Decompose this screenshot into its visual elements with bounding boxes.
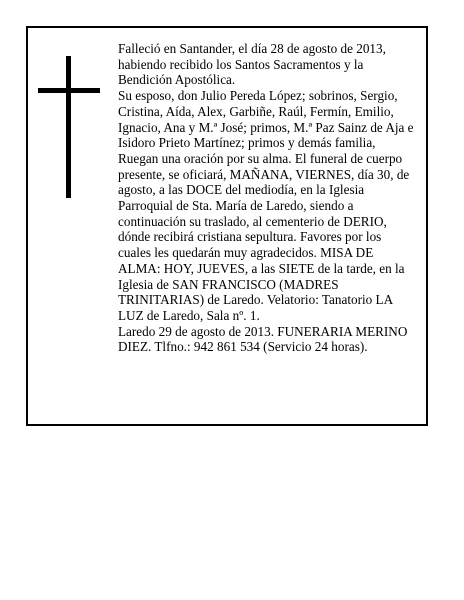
notice-intro: Falleció en Santander, el día 28 de agosto de 2013, habiendo recibido los Santos Sacramentos y la Bendición Apostólica. — [118, 41, 386, 88]
cross-horizontal-bar — [38, 88, 100, 93]
notice-footer: Laredo 29 de agosto de 2013. FUNERARIA MERINO DIEZ. Tlfno.: 942 861 534 (Servicio 24 horas). — [118, 323, 408, 355]
notice-body — [118, 41, 416, 355]
obituary-notice — [26, 26, 428, 426]
cross-vertical-bar — [66, 56, 71, 198]
cross-icon — [38, 56, 100, 198]
notice-family-and-services: Su esposo, don Julio Pereda López; sobrinos, Sergio, Cristina, Aída, Alex, Garbiñe, Raúl, Fermín, Emilio, Ignacio, Ana y M.ª José; primos, M.ª Paz Sainz de Aja e Isidoro Prieto Martínez; primos y demás familia, Ruegan una oración por su alma. El funeral de cuerpo presente, se oficiará, MAÑANA, VIERNES, día 30, de agosto, a las DOCE del mediodía, en la Iglesia Parroquial de Sta. María de Laredo, siendo a continuación su traslado, al cementerio de DERIO, dónde recibirá cristiana sepultura. Favores por los cuales les quedarán muy agradecidos. MISA DE ALMA: HOY, JUEVES, a las SIETE de la tarde, en la Iglesia de SAN FRANCISCO (MADRES TRINITARIAS) de Laredo. Velatorio: Tanatorio LA LUZ de Laredo, Sala nº. 1. — [118, 88, 414, 323]
